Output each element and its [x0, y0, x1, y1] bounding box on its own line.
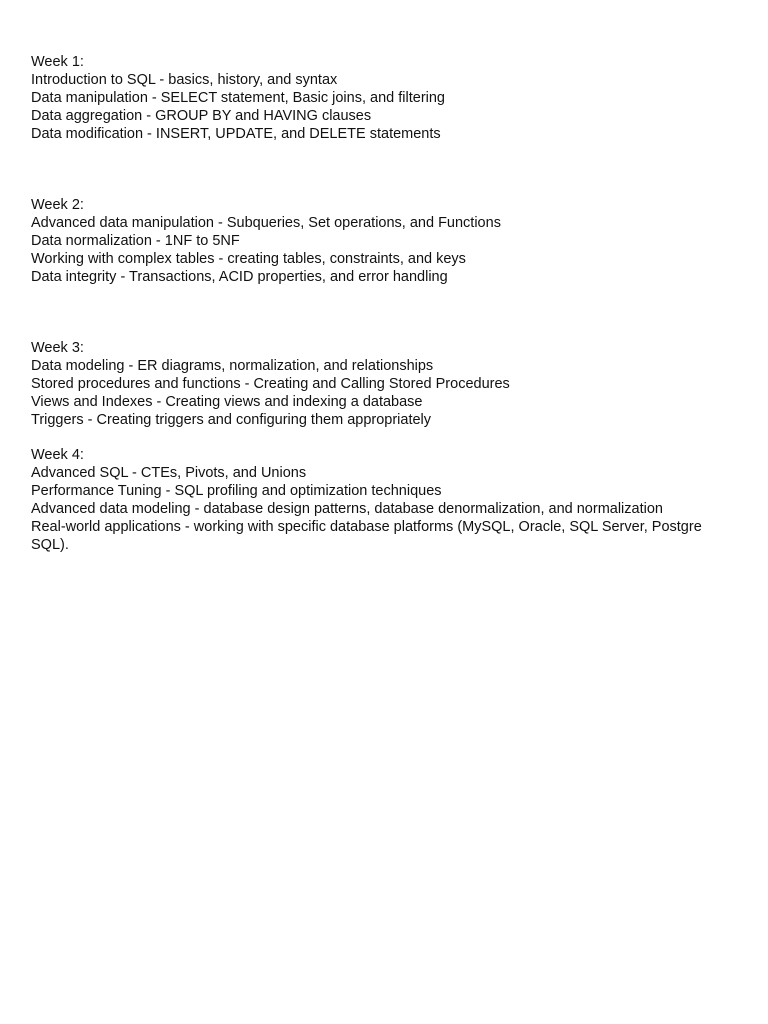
topic-line: Real-world applications - working with specific database platforms (MySQL, Oracle, SQL Server, Postgre SQL). — [31, 519, 702, 553]
topic-line: Advanced data manipulation - Subqueries, Set operations, and Functions — [31, 215, 501, 231]
week-heading: Week 3: — [31, 340, 84, 356]
topic-line: Data modeling - ER diagrams, normalization, and relationships — [31, 358, 434, 374]
topic-line: Data integrity - Transactions, ACID properties, and error handling — [31, 269, 448, 285]
topic-line: Data modification - INSERT, UPDATE, and DELETE statements — [31, 126, 441, 142]
course-outline — [31, 53, 741, 554]
topic-line: Data normalization - 1NF to 5NF — [31, 233, 240, 249]
topic-line: Advanced data modeling - database design patterns, database denormalization, and normalization — [31, 501, 663, 517]
topic-line: Advanced SQL - CTEs, Pivots, and Unions — [31, 465, 307, 481]
topic-line: Introduction to SQL - basics, history, and syntax — [31, 72, 338, 88]
topic-line: Data aggregation - GROUP BY and HAVING clauses — [31, 108, 372, 124]
week-section-4 — [31, 446, 741, 554]
week-heading: Week 4: — [31, 447, 84, 463]
topic-line: Working with complex tables - creating tables, constraints, and keys — [31, 251, 466, 267]
week-section-1 — [31, 53, 741, 143]
topic-line: Stored procedures and functions - Creating and Calling Stored Procedures — [31, 376, 510, 392]
topic-line: Data manipulation - SELECT statement, Basic joins, and filtering — [31, 90, 445, 106]
topic-line: Performance Tuning - SQL profiling and optimization techniques — [31, 483, 442, 499]
week-heading: Week 2: — [31, 197, 84, 213]
topic-line: Triggers - Creating triggers and configuring them appropriately — [31, 412, 432, 428]
week-heading: Week 1: — [31, 54, 84, 70]
week-section-2 — [31, 196, 741, 286]
week-section-3 — [31, 339, 741, 429]
topic-line: Views and Indexes - Creating views and indexing a database — [31, 394, 423, 410]
